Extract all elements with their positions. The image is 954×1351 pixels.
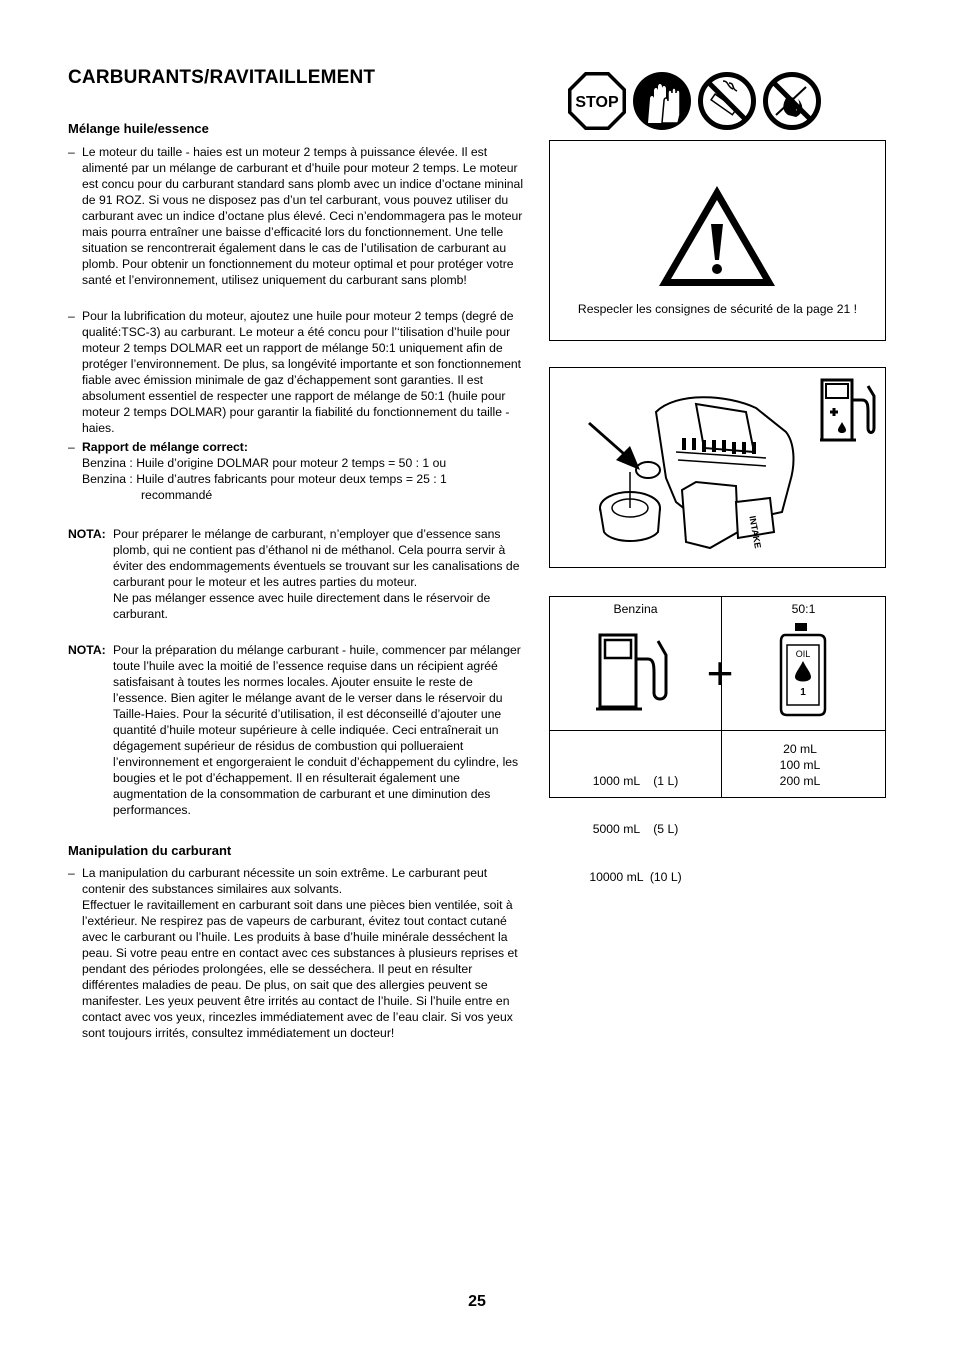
mix-ratio-title: Rapport de mélange correct: (82, 440, 248, 454)
note-text: Pour la préparation du mélange carburant - huile, commencer par mélanger toute l’huile avec la moitié de l’essence requise dans un récipient agréé satisfaisant à toutes les normes locales. Ajouter ensuite le reste de l’essence. Bien agiter le mélange avant de le verser dans le réservoir du Taille-Haies. Pour la sécurité d’utilisation, il est déconseillé d’ajouter une quantité d’huile moteur supérieure à celle indiquée. Ceci entraînerait un dégagement supérieur de résidus de combustion qui pollueraient l’environnement et engorgeraient le conduit d’échappement du cylindre, les bougies et le pot d’échappement. Il en résulterait également une augmentation de la consommation de carburant et une diminution des performances. (113, 643, 521, 817)
fuel-pump-icon (820, 378, 880, 444)
bullet-fuel-requirements (68, 144, 524, 288)
engine-illustration (586, 382, 806, 552)
mix-table-cell: 20 mL (783, 742, 817, 756)
bullet-fuel-handling (68, 865, 524, 1041)
section-heading-handling: Manipulation du carburant (68, 843, 232, 858)
stop-sign-icon (567, 71, 627, 131)
bullet-mix-ratio (68, 439, 524, 503)
note-label: NOTA: (68, 527, 106, 541)
mix-table-cell: 5000 mL (5 L) (592, 822, 679, 836)
bullet-dash: – (68, 440, 75, 454)
bullet-text: Le moteur du taille - haies est un moteur 2 temps à puissance élevée. Il est alimenté par un mélange de carburant et d’huile pour moteur 2 temps. Le moteur est concu pour du carburant standard sans plomb avec un indice d’octane mininal de 91 ROZ. Si vous ne disposez pas d’un tel carburant, vous pouvez utiliser du carburant avec un indice d’octane plus élevé. Ceci n’endommagera pas le moteur mais pourra entraîner une baisse d’efficacité lors du fonctionnement. Une telle situation se rencontrerait également dans le cas de l’utilisation de carburant au plomb. Pour obtenir un fonctionnement du moteur optimal et pour protéger votre santé et l’environnement, utilisez uniquement du carburant sans plomb! (82, 145, 524, 287)
oil-label: OIL (795, 649, 811, 659)
gloves-icon (632, 71, 692, 131)
stop-label: STOP (575, 94, 619, 111)
oil-number: 1 (800, 687, 806, 698)
mix-table-oil-column (722, 741, 878, 789)
no-open-flame-icon (762, 71, 822, 131)
bullet-text: Effectuer le ravitaillement en carburant soit dans une pièces bien ventilée, soit à l’extérieur. Ne respirez pas de vapeurs de carburant, évitez tout contact cutané avec le carburant ou l’huile. Les produits à base d’huile minérale desséchent la peau. Si votre peau entre en contact avec ces substances à plusieurs reprises et pendant des périodes prolongées, elle se desséchera. Il peut en résulter différentes maladies de peau. De plus, on sait que des allergies peuvent se manifester. Les yeux peuvent être irrités au contact de l’huile. Si l’huile entre en contact avec vos yeux, rincezles immédiatement avec de l’eau clair. Si vos yeux sont toujours irrités, consultez immédiatement un docteur! (82, 898, 518, 1040)
mix-table-cell: 10000 mL (10 L) (589, 870, 682, 884)
mix-table-cell: 100 mL (779, 758, 821, 772)
bullet-lubrication (68, 308, 524, 436)
mix-table-header-ratio: 50:1 (791, 602, 816, 616)
mix-table (549, 596, 886, 884)
note-text: Pour préparer le mélange de carburant, n’employer que d’essence sans plomb, qui ne contient pas d’éthanol ni de méthanol. Cela pourra servir à éviter des endommagements éventuels se trouvant sur les canalisations de carburant pour le moteur et les autres parties du moteur. (113, 527, 520, 589)
warning-box (549, 140, 886, 341)
mix-table-divider (550, 730, 885, 731)
fuel-pump-icon (596, 631, 676, 713)
note-fuel-type (68, 526, 524, 622)
mix-ratio-line: recommandé (141, 488, 213, 502)
mix-table-cell: 200 mL (779, 774, 821, 788)
mix-table-fuel-column (550, 741, 721, 917)
no-smoking-icon (697, 71, 757, 131)
oil-bottle-icon (779, 621, 829, 717)
note-label: NOTA: (68, 643, 106, 657)
mix-ratio-line: Benzina : Huile d’autres fabricants pour moteur deux temps = 25 : 1 (82, 472, 447, 486)
section-heading-mixing: Mélange huile/essence (68, 121, 209, 136)
bullet-dash: – (68, 866, 75, 880)
bullet-text: Pour la lubrification du moteur, ajoutez une huile pour moteur 2 temps (degré de qualité:TSC-3) au carburant. Le moteur a été concu pour l’‘tilisation d’huile pour moteur 2 temps DOLMAR eet un rapport de mélange 50:1 uniquement afin de protéger l’environnement. De plus, sa longévité importante et son fonctionnement fiable avec émission minimale de gaz d’échappement sont garanties. Il est absolument essentiel de respecter une rapport de mélange de 50:1 (huile pour moteur 2 temps DOLMAR) pour garantir la fiabilité du fonctionnement du taille - haies. (82, 309, 522, 435)
intake-label: INTAKE (747, 515, 763, 550)
engine-figure-box (549, 367, 886, 568)
mix-ratio-line: Benzina : Huile d’origine DOLMAR pour moteur 2 temps = 50 : 1 ou (82, 456, 447, 470)
warning-triangle-icon (657, 184, 777, 288)
note-text: Ne pas mélanger essence avec huile directement dans le réservoir de carburant. (113, 591, 491, 621)
plus-sign: + (706, 647, 734, 699)
warning-text: Respecler les consignes de sécurité de la page 21 ! (577, 302, 858, 316)
bullet-text: La manipulation du carburant nécessite un soin extrême. Le carburant peut contenir des substances similaires aux solvants. (82, 866, 488, 896)
bullet-dash: – (68, 145, 75, 159)
page-number: 25 (468, 1293, 486, 1310)
bullet-dash: – (68, 309, 75, 323)
page-title: CARBURANTS/RAVITAILLEMENT (68, 67, 376, 88)
mix-table-header-fuel: Benzina (613, 602, 658, 616)
note-mixing-procedure (68, 642, 524, 818)
mix-table-cell: 1000 mL (1 L) (592, 774, 679, 788)
